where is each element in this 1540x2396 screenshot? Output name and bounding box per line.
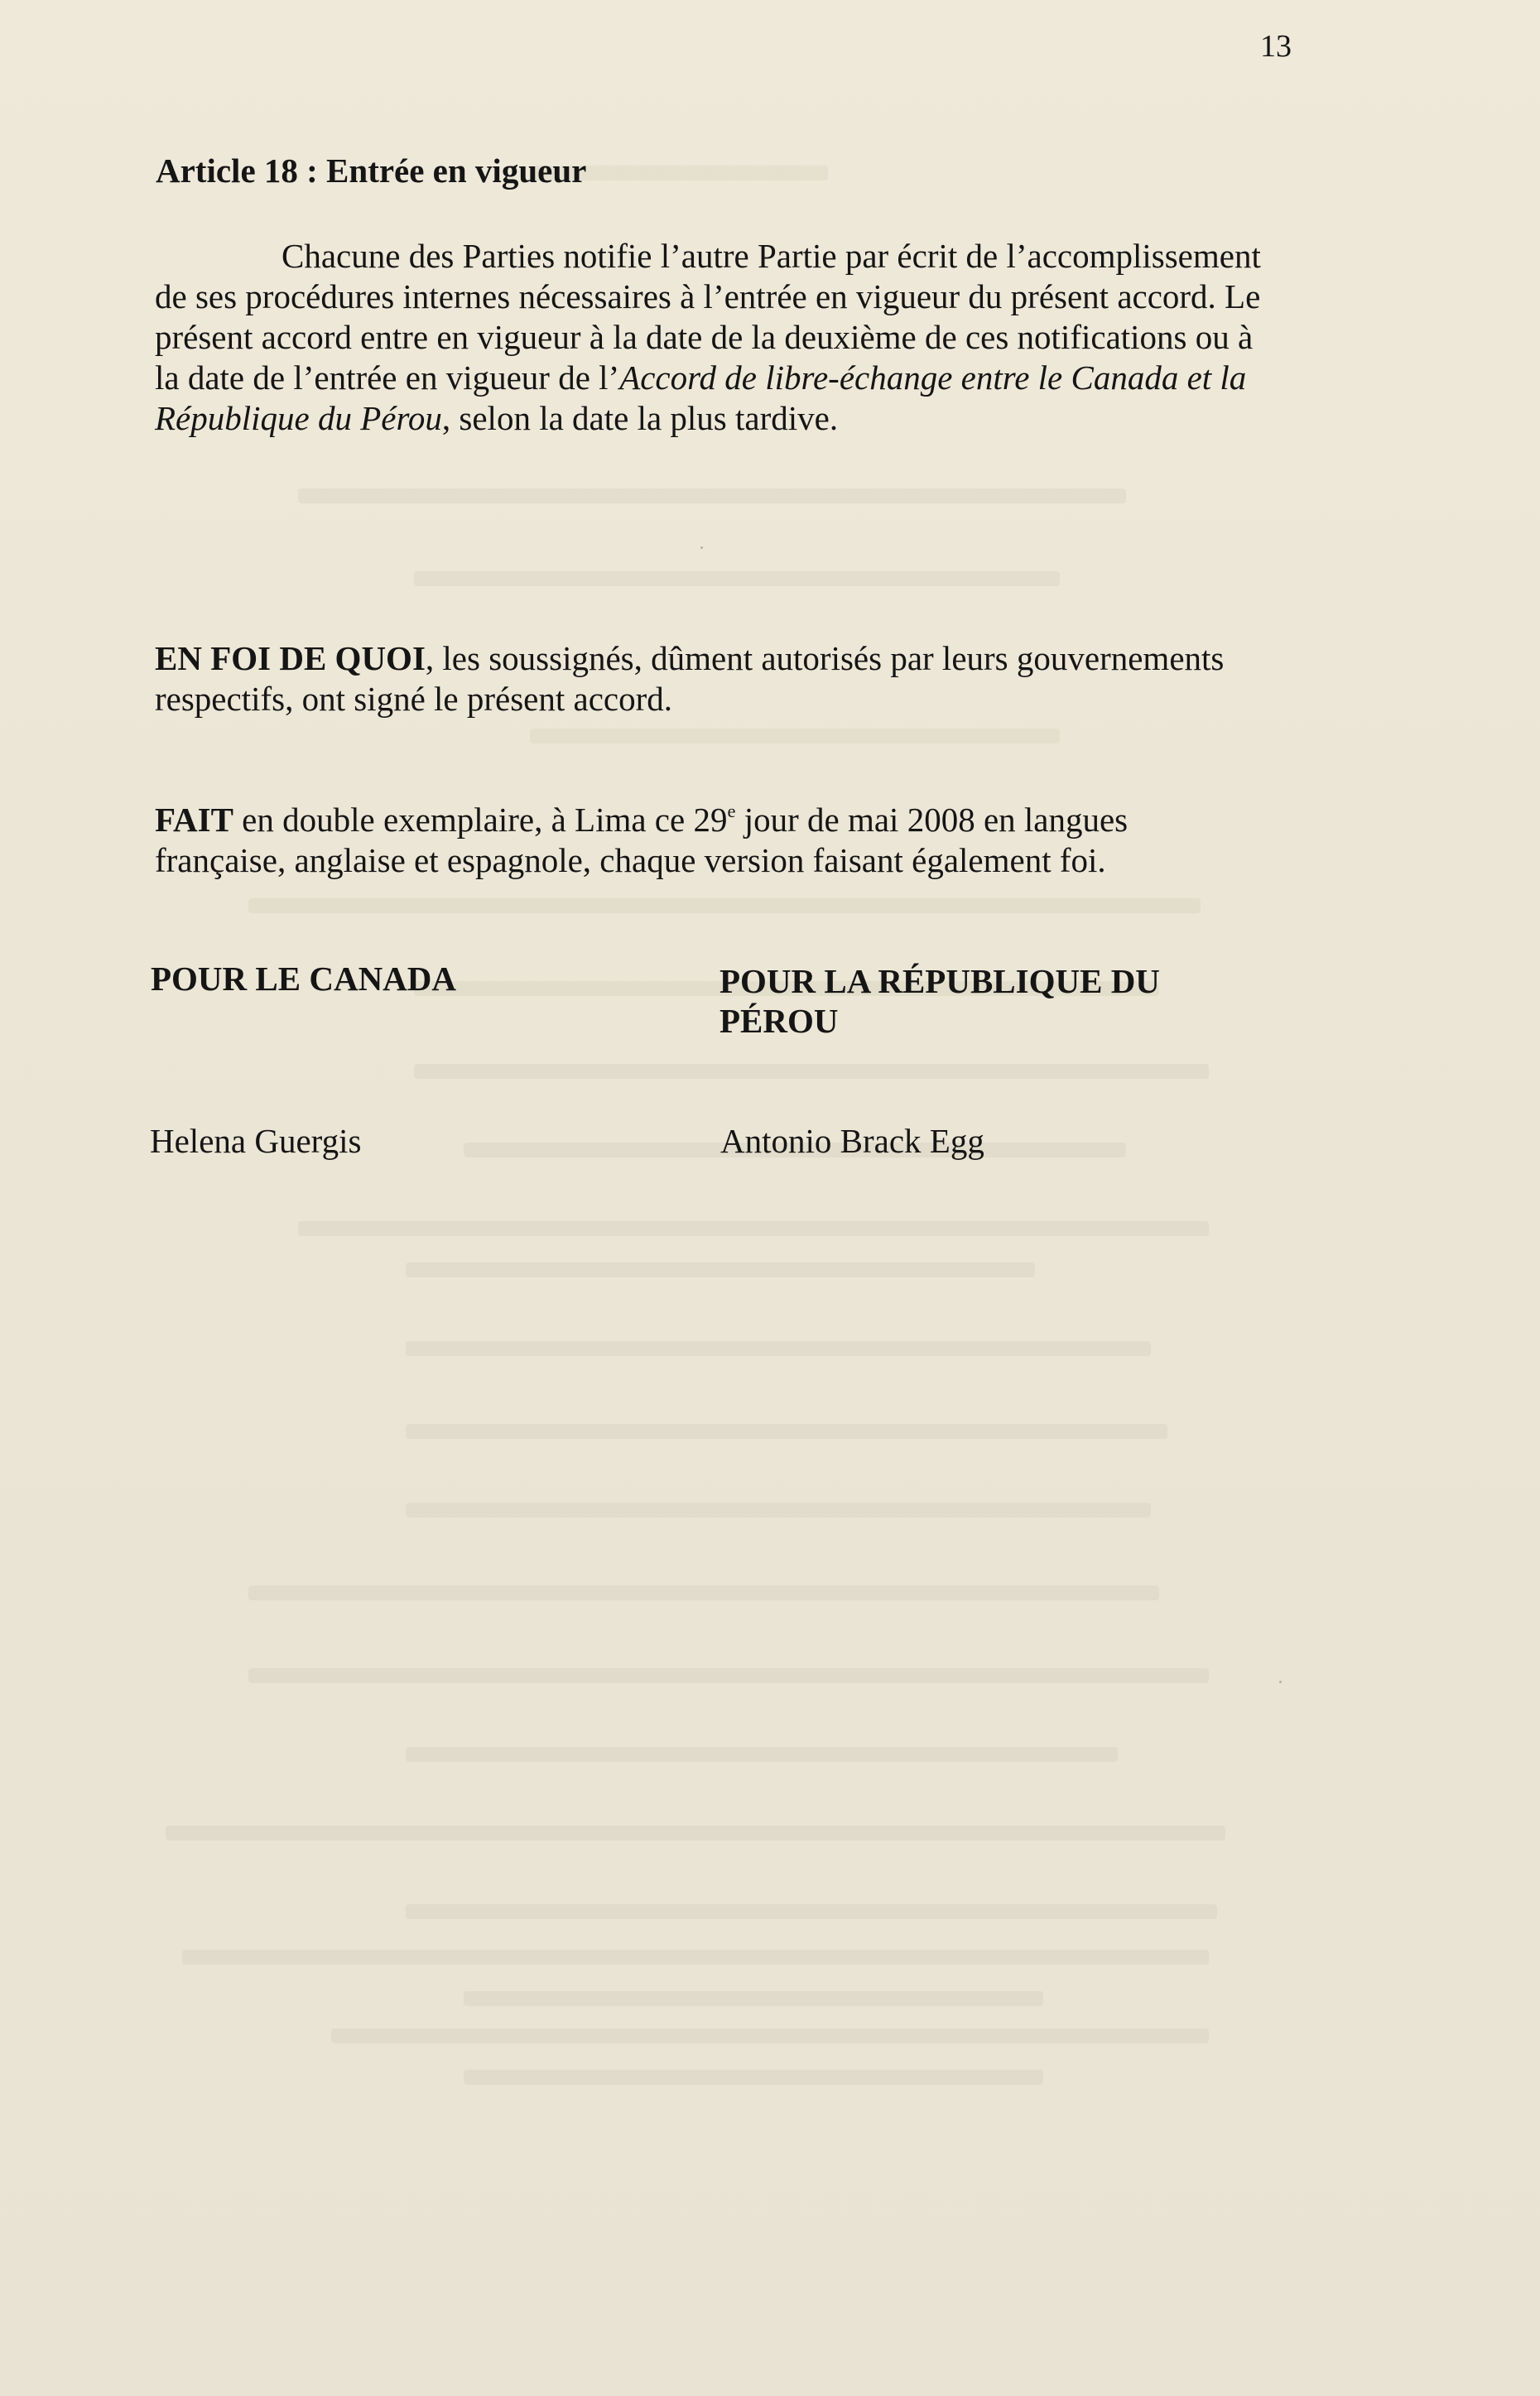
page-number: 13 bbox=[1260, 29, 1292, 64]
article-heading: Article 18 : Entrée en vigueur bbox=[156, 152, 587, 190]
day-ordinal-suffix: e bbox=[727, 801, 736, 822]
done-clause bbox=[155, 800, 1264, 881]
witness-clause bbox=[155, 638, 1264, 719]
article-body bbox=[155, 236, 1264, 439]
signatory-peru: Antonio Brack Egg bbox=[720, 1122, 984, 1160]
witness-text: , les soussignés, dûment autorisés par leurs gouvernements respectifs, ont signé le présent accord. bbox=[155, 639, 1225, 718]
agreement-title: Accord de libre-échange entre le Canada et la République du Pérou bbox=[155, 358, 1247, 437]
signatory-canada: Helena Guergis bbox=[150, 1122, 362, 1160]
signature-heading-peru: POUR LA RÉPUBLIQUE DU PÉROU bbox=[719, 962, 1160, 1040]
article-body-end: , selon la date la plus tardive. bbox=[441, 399, 839, 437]
witness-lead: EN FOI DE QUOI bbox=[155, 639, 426, 677]
done-lead: FAIT bbox=[155, 801, 233, 839]
signature-heading-canada: POUR LE CANADA bbox=[151, 960, 456, 998]
done-text: en double exemplaire, à Lima ce 29 bbox=[233, 801, 728, 839]
done-text-end: jour de mai 2008 en langues française, anglaise et espagnole, chaque version faisant également foi. bbox=[155, 801, 1129, 879]
article-body-text: Chacune des Parties notifie l’autre Partie par écrit de l’accomplissement de ses procédures internes nécessaires à l’entrée en vigueur du présent accord. Le présent accord entre en vigueur à la date de la deuxième de ces notifications ou à la date de l’entrée en vigueur de l’ bbox=[155, 237, 1261, 397]
